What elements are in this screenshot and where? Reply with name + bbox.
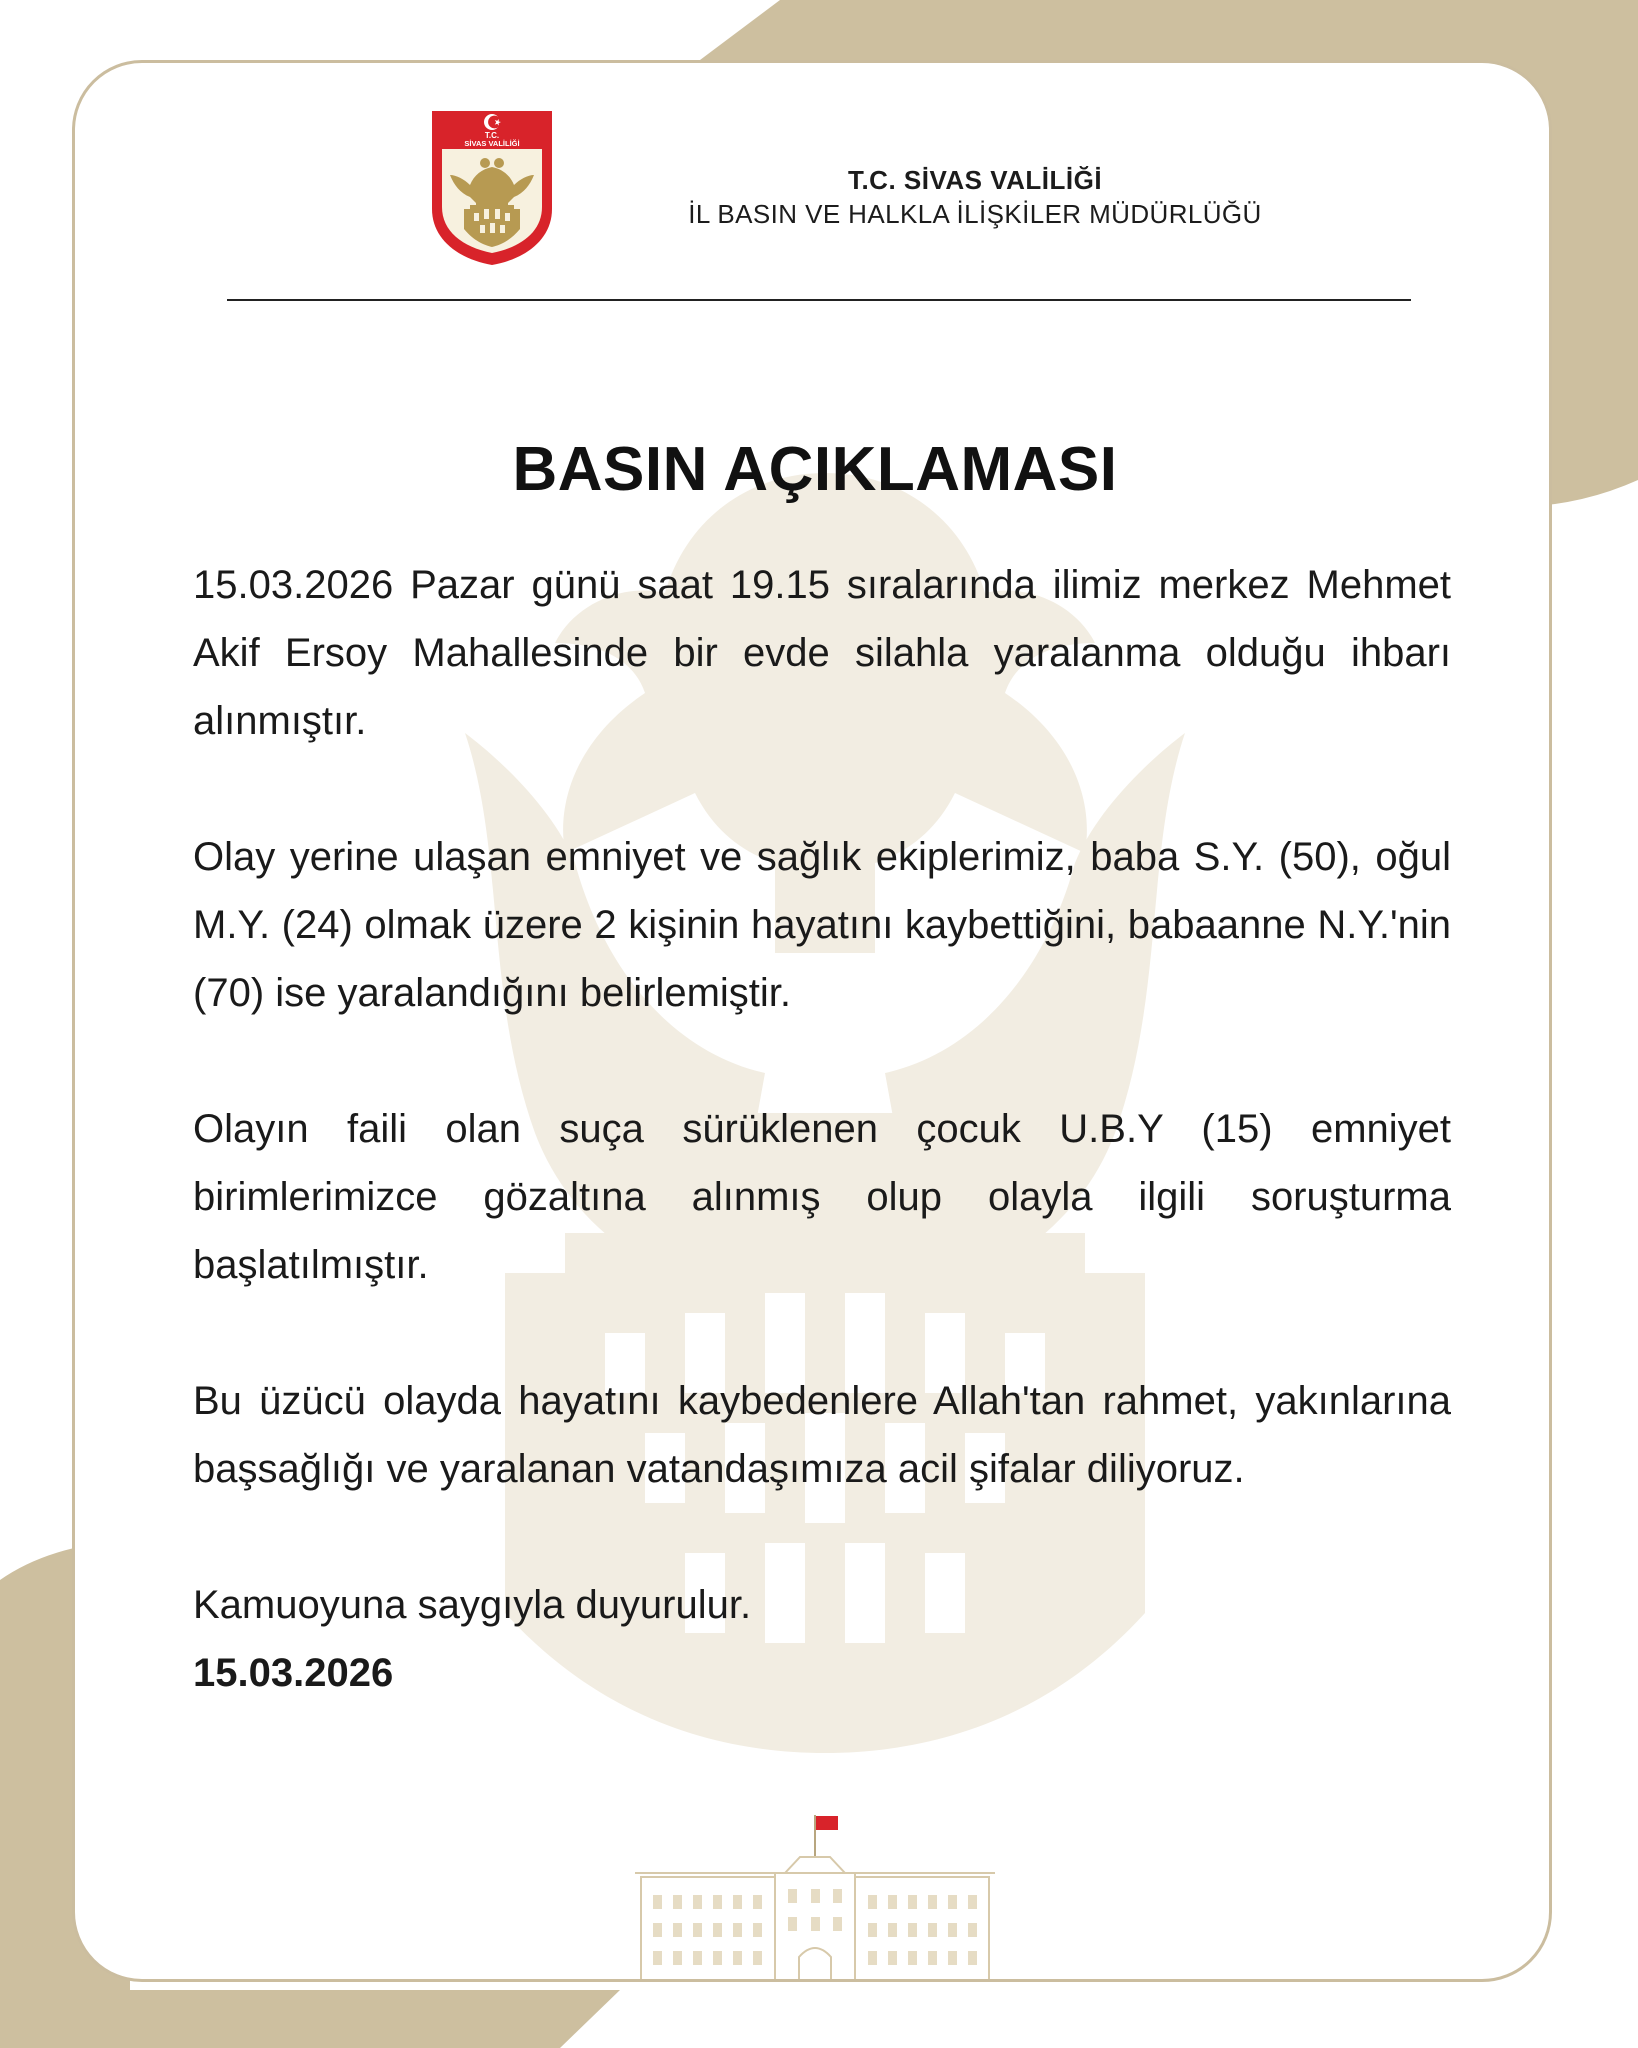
press-release-body — [193, 551, 1451, 1707]
organization-name: T.C. SİVAS VALİLİĞİ — [847, 165, 1103, 195]
body-paragraph: Olay yerine ulaşan emniyet ve sağlık ekiplerimiz, baba S.Y. (50), oğul M.Y. (24) olmak üzere 2 kişinin hayatını kaybettiğini, babaanne N.Y.'nin (70) ise yaralandığını belirlemiştir. — [193, 835, 1451, 1015]
body-paragraph: 15.03.2026 Pazar günü saat 19.15 sıralarında ilimiz merkez Mehmet Akif Ersoy Mahallesinde bir evde silahla yaralanma olduğu ihbarı alınmıştır. — [193, 563, 1451, 743]
closing-date: 15.03.2026 — [193, 1651, 394, 1695]
organization-department: İL BASIN VE HALKLA İLİŞKİLER MÜDÜRLÜĞÜ — [688, 199, 1262, 229]
document-title: BASIN AÇIKLAMASI — [512, 435, 1118, 504]
body-paragraph: Olayın faili olan suça sürüklenen çocuk U.B.Y (15) emniyet birimlerimizce gözaltına alınmış olup olayla ilgili soruşturma başlatılmıştır. — [193, 1107, 1451, 1287]
press-release-card — [72, 60, 1552, 1982]
body-paragraph: Bu üzücü olayda hayatını kaybedenlere Allah'tan rahmet, yakınlarına başsağlığı ve yaralanan vatandaşımıza acil şifalar diliyoruz. — [193, 1379, 1451, 1491]
closing-line: Kamuoyuna saygıyla duyurulur. — [193, 1583, 752, 1627]
header-divider — [227, 299, 1411, 301]
flag-icon — [816, 1816, 838, 1830]
sivas-valiligi-crest-icon — [430, 109, 554, 267]
issuer-block — [605, 163, 1345, 231]
governorship-building-icon — [635, 1811, 995, 1982]
crest-tc-text: T.C. — [484, 131, 500, 140]
crest-ring-text: SİVAS VALİLİĞİ — [464, 139, 520, 148]
